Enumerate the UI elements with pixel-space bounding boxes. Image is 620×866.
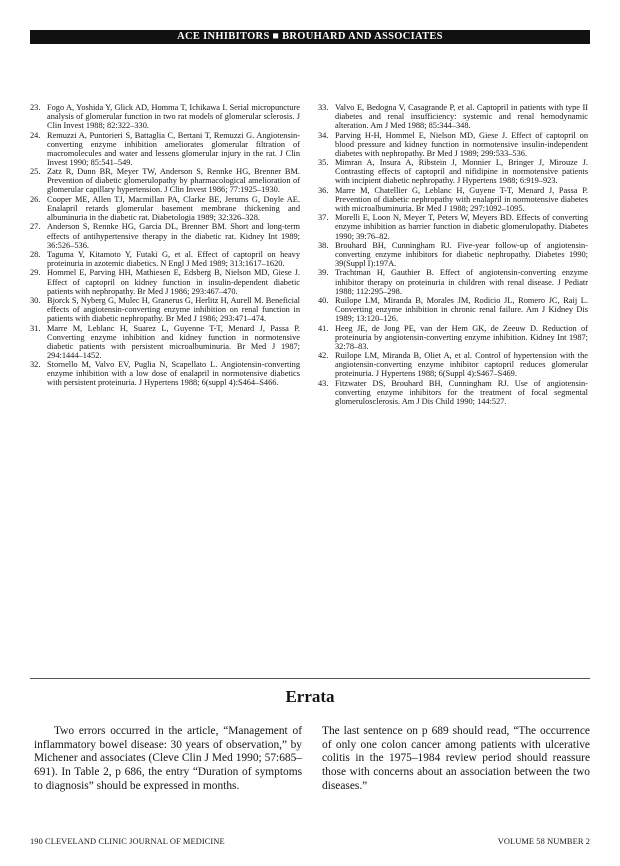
reference-item: [318, 379, 588, 406]
reference-text: Ruilope LM, Miranda B, Morales JM, Rodicio JL, Romero JC, Raij L. Converting enzyme inhibition in chronic renal failure. Am J Kidney Dis 1989; 13:120–126.: [335, 296, 588, 324]
errata-paragraph-left: Two errors occurred in the article, “Management of inflammatory bowel disease: 30 years of observation,” by Michener and associates (Cleve Clin J Med 1990; 57:685–691). In Table 2, p 686, the entry “Duration of symptoms to diagnosis” should be expressed in months.: [34, 725, 302, 792]
reference-number: 26.: [30, 194, 41, 204]
footer-journal: 190 CLEVELAND CLINIC JOURNAL OF MEDICINE: [30, 837, 225, 846]
references-left-column: [30, 103, 300, 388]
reference-text: Stornello M, Valvo EV, Puglia N, Scapellato L. Angiotensin-converting enzyme inhibition with a low dose of enalapril in normotensive diabetics with persistent proteinuria. J Hypertens 1988; 6(suppl 4):S464–S466.: [47, 360, 300, 388]
reference-number: 36.: [318, 185, 329, 195]
reference-number: 23.: [30, 103, 41, 112]
reference-number: 27.: [30, 222, 41, 232]
reference-text: Parving H-H, Hommel E, Nielson MD, Giese J. Effect of captopril on blood pressure and kidney function in normotensive insulin-independent diabetes with nephropathy. Br Med J 1989; 299:533–536.: [335, 130, 588, 158]
reference-item: [30, 250, 300, 268]
reference-item: [30, 268, 300, 295]
reference-item: [30, 360, 300, 387]
reference-item: [318, 296, 588, 323]
reference-text: Marre M, Chatellier G, Leblanc H, Guyene T-T, Menard J, Passa P. Prevention of diabetic nephropathy with enalapril in normotensive diabetes with microalbuminuria. Br Med J 1988; 297:1092–1095.: [335, 185, 588, 213]
reference-number: 39.: [318, 268, 329, 278]
reference-item: [30, 103, 300, 130]
reference-item: [318, 351, 588, 378]
reference-text: Cooper ME, Allen TJ, Macmillan PA, Clarke BE, Jerums G, Doyle AE. Enalapril retards glomerular basement membrane thickening and albuminuria in the diabetic rat. Diabetologia 1989; 32:326–328.: [47, 194, 300, 223]
reference-number: 24.: [30, 130, 41, 140]
reference-item: [318, 131, 588, 158]
reference-text: Bjorck S, Nyberg G, Mulec H, Granerus G, Herlitz H, Aurell M. Beneficial effects of angiotensin-converting enzyme inhibition on renal function in patients with diabetic nephropathy. Br Med J 1986; 293:471–474.: [47, 296, 300, 324]
reference-number: 41.: [318, 323, 329, 333]
references-right-column: [318, 103, 588, 406]
reference-text: Marre M, Leblanc H, Suarez L, Guyenne T-T, Menard J, Passa P. Converting enzyme inhibition and kidney function in normotensive diabetic patients with persistent microalbuminuria. Br Med J 1987; 294:1444–1452.: [47, 323, 300, 360]
reference-text: Fogo A, Yoshida Y, Glick AD, Homma T, Ichikawa I. Serial micropuncture analysis of glomerular function in two rat models of glomerular sclerosis. J Clin Invest 1988; 82:322–330.: [47, 103, 300, 131]
reference-text: Remuzzi A, Puntorieri S, Battaglia C, Bertani T, Remuzzi G. Angiotensin-converting enzyme inhibition ameliorates glomerular filtration of macromolecules and water and lessens glomerular injury in the rat. J Clin Invest 1990; 85:541–549.: [47, 130, 300, 167]
reference-item: [318, 186, 588, 213]
reference-text: Trachtman H, Gauthier B. Effect of angiotensin-converting enzyme inhibitor therapy on proteinuria in children with renal disease. J Pediatr 1988; 112:295–298.: [335, 268, 588, 296]
reference-item: [318, 213, 588, 240]
reference-item: [30, 131, 300, 167]
reference-text: Morelli E, Loon N, Meyer T, Peters W, Meyers BD. Effects of converting enzyme inhibition as barrier function in diabetic glomerulopathy. Diabetes 1990; 39:76–82.: [335, 213, 588, 241]
reference-item: [318, 241, 588, 268]
reference-number: 33.: [318, 103, 329, 112]
reference-item: [30, 296, 300, 323]
errata-title: Errata: [285, 687, 335, 706]
reference-number: 34.: [318, 130, 329, 140]
reference-text: Brouhard BH, Cunningham RJ. Five-year follow-up of angiotensin-converting enzyme inhibitors for diabetic nephropathy. Diabetes 1990; 39(Suppl I):197A.: [335, 240, 588, 269]
reference-item: [30, 324, 300, 360]
reference-number: 42.: [318, 351, 329, 361]
reference-text: Valvo E, Bedogna V, Casagrande P, et al. Captopril in patients with type II diabetes and renal insufficiency: systemic and renal hemodynamic alteration. Am J Med 1988; 85:344–348.: [335, 103, 588, 131]
reference-item: [318, 158, 588, 185]
reference-number: 25.: [30, 167, 41, 177]
reference-number: 32.: [30, 360, 41, 370]
reference-item: [318, 268, 588, 295]
reference-number: 37.: [318, 213, 329, 223]
errata-paragraph-right: The last sentence on p 689 should read, “The occurrence of only one colon cancer among patients with ulcerative colitis in the 1975–1984 review period should reassure those with concerns about an association between the two diseases.”: [322, 725, 590, 792]
reference-number: 38.: [318, 240, 329, 250]
reference-number: 40.: [318, 296, 329, 306]
reference-text: Anderson S, Rennke HG, Garcia DL, Brenner BM. Short and long-term effects of antihypertensive therapy in the diabetic rat. Kidney Int 1989; 36:526–536.: [47, 222, 300, 250]
reference-number: 28.: [30, 249, 41, 259]
reference-item: [30, 222, 300, 249]
reference-number: 35.: [318, 158, 329, 168]
reference-number: 43.: [318, 378, 329, 388]
reference-text: Hommel E, Parving HH, Mathiesen E, Edsberg B, Nielson MD, Giese J. Effect of captopril on kidney function in insulin-dependent diabetic patients with nephropathy. Br Med J 1986; 293:467–470.: [47, 268, 300, 296]
footer-volume: VOLUME 58 NUMBER 2: [497, 837, 590, 846]
reference-text: Zatz R, Dunn BR, Meyer TW, Anderson S, Rennke HG, Brenner BM. Prevention of diabetic glomerulopathy by pharmacological amelioration of glomerular capillary hypertension. J Clin Invest 1986; 77:1925–1930.: [47, 167, 300, 195]
reference-item: [30, 167, 300, 194]
reference-item: [318, 324, 588, 351]
reference-number: 31.: [30, 323, 41, 333]
reference-item: [30, 195, 300, 222]
reference-text: Mimran A, Insura A, Ribstein J, Monnier L, Bringer J, Mirouze J. Contrasting effects of captopril and nifidipine in normotensive patients with incipient diabetic nephropathy. J Hypertens 1988; 6:919–923.: [335, 158, 588, 186]
reference-text: Heeg JE, de Jong PE, van der Hem GK, de Zeeuw D. Reduction of proteinuria by angiotensin-converting enzyme inhibition. Kidney Int 1987; 32:78–83.: [335, 323, 588, 351]
running-header: ACE INHIBITORS ■ BROUHARD AND ASSOCIATES: [30, 30, 590, 44]
section-divider: [30, 678, 590, 679]
reference-item: [318, 103, 588, 130]
reference-text: Fitzwater DS, Brouhard BH, Cunningham RJ. Use of angiotensin-converting enzyme inhibitors for the treatment of focal segmental glomerulosclerosis. Am J Dis Child 1990; 144:527.: [335, 378, 588, 406]
reference-text: Ruilope LM, Miranda B, Oliet A, et al. Control of hypertension with the angiotensin-converting enzyme inhibitor captopril reduces glomerular proteinuria. J Hypertens 1988; 6(Suppl 4):S467–S469.: [335, 351, 588, 379]
reference-text: Taguma Y, Kitamoto Y, Futaki G, et al. Effect of captopril on heavy proteinuria in azotemic diabetics. N Engl J Med 1989; 313:1617–1620.: [47, 249, 300, 269]
reference-number: 29.: [30, 268, 41, 278]
reference-number: 30.: [30, 296, 41, 306]
